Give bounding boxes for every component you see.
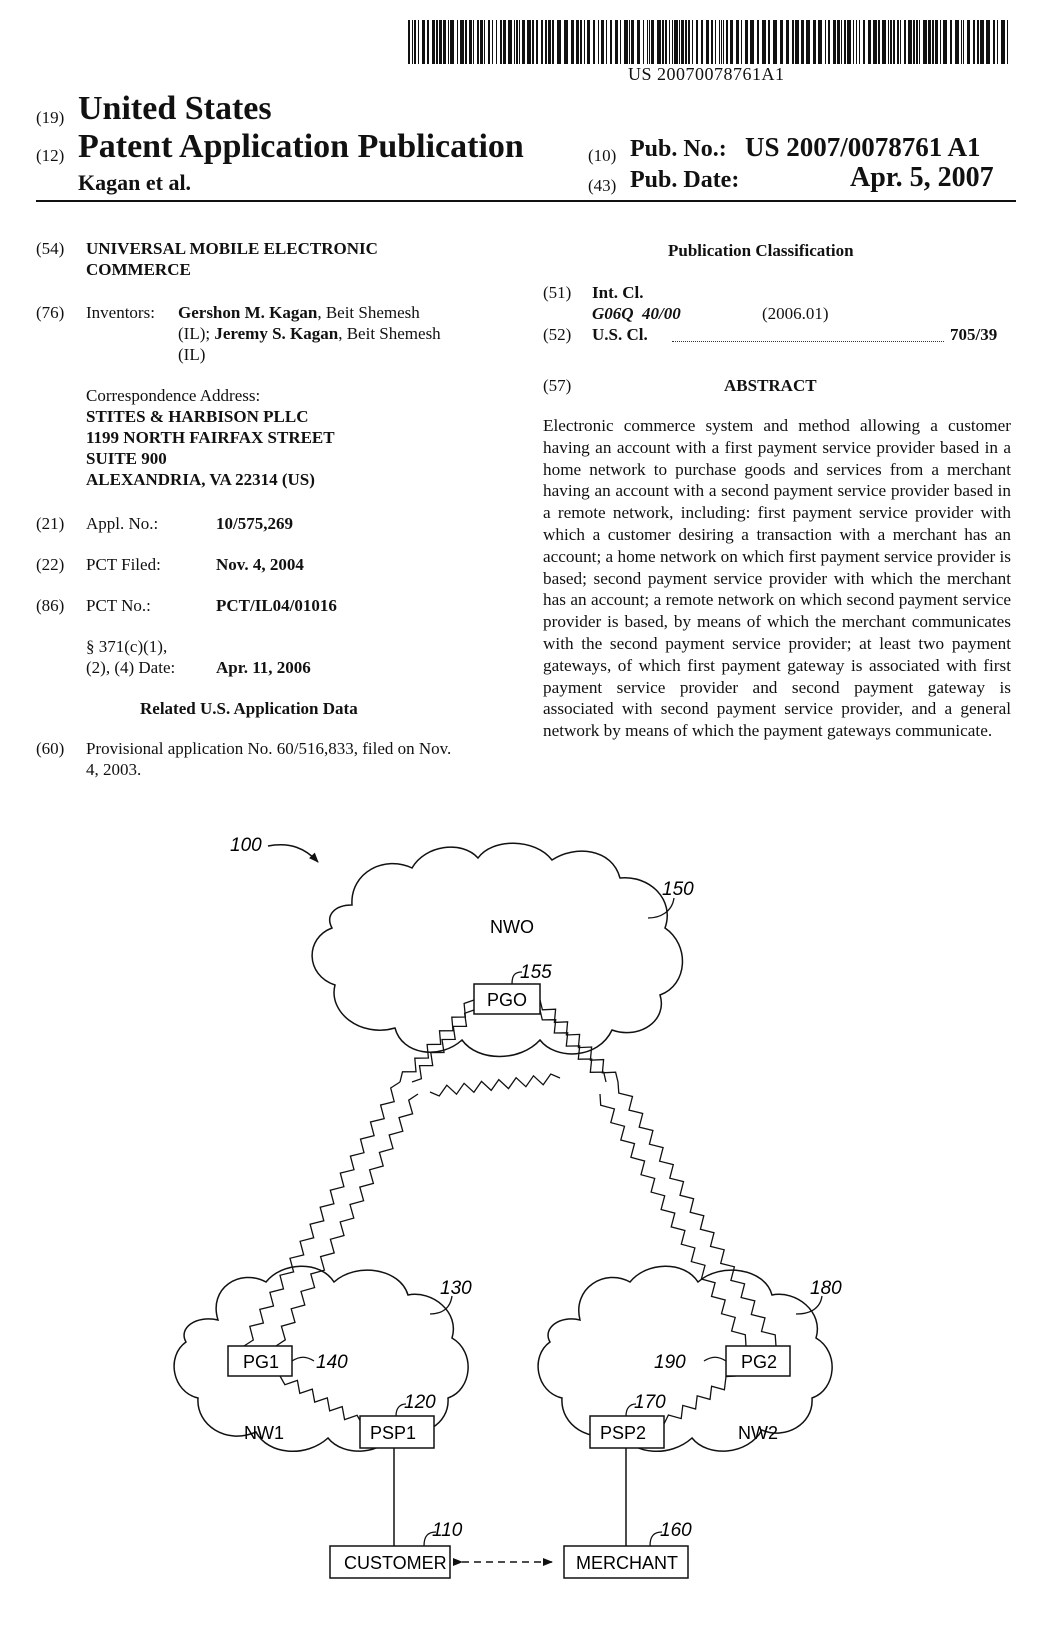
barcode-bar bbox=[484, 20, 485, 64]
barcode-bar bbox=[919, 20, 920, 64]
int-cl-code: G06Q 40/00 bbox=[592, 304, 681, 323]
barcode-bar bbox=[443, 20, 446, 64]
pg0-pg1-link-outer bbox=[244, 1082, 400, 1346]
barcode-bar bbox=[833, 20, 836, 64]
ref-160: 160 bbox=[660, 1520, 692, 1541]
barcode-bar bbox=[1001, 20, 1005, 64]
barcode-bar bbox=[492, 20, 493, 64]
barcode-bar bbox=[647, 20, 648, 64]
barcode-bar bbox=[580, 20, 582, 64]
barcode-bar bbox=[825, 20, 826, 64]
barcode-bar bbox=[601, 20, 604, 64]
code-52: (52) bbox=[543, 325, 572, 344]
barcode-bar bbox=[412, 20, 413, 64]
barcode-bar bbox=[750, 20, 754, 64]
barcode-bar bbox=[503, 20, 506, 64]
barcode-bar bbox=[519, 20, 520, 64]
country-title: United States bbox=[78, 90, 272, 127]
pct-filed-label: PCT Filed: bbox=[86, 555, 161, 574]
barcode-bar bbox=[460, 20, 464, 64]
barcode-bar bbox=[986, 20, 990, 64]
inventor-2-location: , Beit Shemesh bbox=[338, 324, 441, 343]
barcode-bar bbox=[913, 20, 915, 64]
psp1-label: PSP1 bbox=[370, 1423, 417, 1443]
barcode-bar bbox=[692, 20, 693, 64]
barcode-bar bbox=[469, 20, 472, 64]
barcode-bar bbox=[890, 20, 892, 64]
pg2-label: PG2 bbox=[741, 1352, 778, 1372]
barcode-bar bbox=[418, 20, 419, 64]
ref-180: 180 bbox=[810, 1278, 842, 1299]
barcode-bar bbox=[496, 20, 497, 64]
header-rule bbox=[36, 200, 1016, 202]
barcode-bar bbox=[780, 20, 783, 64]
nw0-arch-link bbox=[430, 1074, 560, 1096]
ref-170: 170 bbox=[634, 1392, 666, 1413]
barcode-bar bbox=[923, 20, 927, 64]
barcode-bar bbox=[935, 20, 938, 64]
inventor-1 bbox=[178, 302, 420, 323]
nw1-label: NW1 bbox=[244, 1423, 284, 1443]
nw0-label: NWO bbox=[490, 917, 534, 937]
barcode-bar bbox=[665, 20, 667, 64]
title-line-1: UNIVERSAL MOBILE ELECTRONIC bbox=[86, 239, 378, 258]
int-cl-label: Int. Cl. bbox=[592, 283, 644, 302]
code-60: (60) bbox=[36, 739, 65, 758]
barcode-bar bbox=[844, 20, 846, 64]
publication-type-title: Patent Application Publication bbox=[78, 128, 524, 165]
barcode-bar bbox=[674, 20, 678, 64]
barcode-bar bbox=[897, 20, 899, 64]
barcode-bar bbox=[557, 20, 561, 64]
barcode-bar bbox=[997, 20, 998, 64]
barcode-bar bbox=[669, 20, 670, 64]
nw0-cloud bbox=[312, 843, 682, 1056]
code-86: (86) bbox=[36, 596, 65, 615]
barcode-bar bbox=[900, 20, 901, 64]
barcode-bar bbox=[593, 20, 595, 64]
ref-140-leader bbox=[292, 1357, 314, 1361]
ref-140: 140 bbox=[316, 1352, 348, 1373]
correspondence-line-1: STITES & HARBISON PLLC bbox=[86, 407, 309, 426]
barcode-bar bbox=[536, 20, 538, 64]
barcode-bar bbox=[576, 20, 579, 64]
pg0-pg1-link-inner bbox=[276, 1094, 418, 1346]
abstract-text: Electronic commerce system and method allowing a customer having an account with a first payment service provider based in a home network to purchase goods and services from a merchant having an account with a second payment service provider based in a remote network, including: first payment service provider with which a customer desiring a transaction with a merchant has an account; a home network on which first payment service provider is based; second payment service provider with which the merchant has an account; a remote network on which second payment service provider is based, by means of which the merchant communicates with the second payment service provider; at least two payment gateways, of which first payment gateway is associated with first payment service provider and second payment gateway is associated with second payment service provider, and a general network by means of which the payment gateways communicate. bbox=[543, 416, 1011, 741]
barcode-bar bbox=[916, 20, 918, 64]
barcode-bar bbox=[878, 20, 880, 64]
barcode-bar bbox=[818, 20, 822, 64]
code-51: (51) bbox=[543, 283, 572, 302]
code-21: (21) bbox=[36, 514, 65, 533]
provisional-line-2: 4, 2003. bbox=[86, 760, 142, 779]
code-19: (19) bbox=[36, 108, 65, 127]
barcode-bar bbox=[859, 20, 860, 64]
barcode-bar bbox=[943, 20, 947, 64]
barcode-bar bbox=[541, 20, 543, 64]
barcode-bar bbox=[448, 20, 449, 64]
barcode-bar bbox=[514, 20, 515, 64]
barcode-bar bbox=[893, 20, 895, 64]
us-cl-label: U.S. Cl. bbox=[592, 325, 648, 344]
s371-line-1: § 371(c)(1), bbox=[86, 637, 168, 656]
us-cl-leader bbox=[672, 341, 944, 342]
ref-100: 100 bbox=[230, 835, 262, 856]
barcode-bar bbox=[980, 20, 984, 64]
barcode-bar bbox=[888, 20, 889, 64]
barcode-image bbox=[408, 20, 1008, 64]
ref-150: 150 bbox=[662, 879, 694, 900]
inventor-1-country: (IL); bbox=[178, 324, 211, 343]
pg0-right-link-outer bbox=[540, 1000, 618, 1082]
pct-filed: Nov. 4, 2004 bbox=[216, 555, 304, 574]
barcode-bar bbox=[545, 20, 547, 64]
s371-line-2: (2), (4) Date: bbox=[86, 658, 176, 677]
barcode-bar bbox=[629, 20, 630, 64]
pub-date-label: Pub. Date: bbox=[630, 167, 740, 193]
barcode-bar bbox=[414, 20, 416, 64]
correspondence-line-3: SUITE 900 bbox=[86, 449, 167, 468]
barcode-bar bbox=[719, 20, 720, 64]
inventor-1-name: Gershon M. Kagan bbox=[178, 303, 318, 322]
network-diagram bbox=[0, 820, 1040, 1632]
barcode-bar bbox=[688, 20, 690, 64]
barcode-bar bbox=[721, 20, 722, 64]
ref-110: 110 bbox=[432, 1520, 463, 1541]
barcode-bar bbox=[745, 20, 748, 64]
barcode-bar bbox=[868, 20, 871, 64]
barcode-bar bbox=[584, 20, 585, 64]
barcode-bar bbox=[730, 20, 733, 64]
barcode-bar bbox=[967, 20, 970, 64]
barcode-bar bbox=[631, 20, 634, 64]
authors: Kagan et al. bbox=[78, 170, 192, 195]
barcode-bar bbox=[863, 20, 865, 64]
code-10: (10) bbox=[588, 146, 617, 165]
barcode-bar bbox=[813, 20, 816, 64]
barcode-bar bbox=[587, 20, 590, 64]
barcode-bar bbox=[873, 20, 877, 64]
pg0-label: PGO bbox=[487, 990, 528, 1010]
correspondence-line-4: ALEXANDRIA, VA 22314 (US) bbox=[86, 470, 315, 489]
barcode-bar bbox=[422, 20, 425, 64]
code-12: (12) bbox=[36, 146, 65, 165]
barcode-number: US 20070078761A1 bbox=[628, 64, 785, 84]
barcode-bar bbox=[853, 20, 854, 64]
barcode-bar bbox=[571, 20, 574, 64]
barcode-bar bbox=[488, 20, 490, 64]
pub-no-label: Pub. No.: bbox=[630, 136, 727, 162]
barcode-bar bbox=[928, 20, 931, 64]
pg0-left-link-inner bbox=[412, 1010, 474, 1082]
us-cl-value: 705/39 bbox=[950, 325, 998, 344]
nw2-label: NW2 bbox=[738, 1423, 778, 1443]
barcode-bar bbox=[473, 20, 474, 64]
ref-155: 155 bbox=[520, 962, 552, 983]
inventor-1-location: , Beit Shemesh bbox=[317, 303, 420, 322]
pg1-psp1-link bbox=[280, 1376, 362, 1424]
barcode-bar bbox=[963, 20, 964, 64]
barcode-bar bbox=[681, 20, 684, 64]
barcode-bar bbox=[908, 20, 912, 64]
ref-190-leader bbox=[704, 1357, 726, 1361]
inventor-2-country: (IL) bbox=[178, 345, 206, 364]
barcode-bar bbox=[439, 20, 442, 64]
barcode-bar bbox=[757, 20, 759, 64]
ref-120: 120 bbox=[404, 1392, 436, 1413]
barcode-bar bbox=[610, 20, 612, 64]
code-76: (76) bbox=[36, 303, 65, 322]
abstract-heading: ABSTRACT bbox=[724, 376, 817, 395]
barcode-bar bbox=[457, 20, 458, 64]
barcode-bar bbox=[961, 20, 962, 64]
barcode-bar bbox=[786, 20, 789, 64]
correspondence-line-2: 1199 NORTH FAIRFAX STREET bbox=[86, 428, 335, 447]
barcode-bar bbox=[950, 20, 952, 64]
barcode-bar bbox=[955, 20, 959, 64]
barcode-bar bbox=[841, 20, 842, 64]
barcode-bar bbox=[527, 20, 531, 64]
barcode-bar bbox=[993, 20, 995, 64]
appl-no-label: Appl. No.: bbox=[86, 514, 159, 533]
barcode-bar bbox=[701, 20, 703, 64]
barcode-bar bbox=[598, 20, 599, 64]
ref-100-arrow bbox=[268, 845, 318, 862]
barcode-bar bbox=[552, 20, 554, 64]
barcode-bar bbox=[973, 20, 975, 64]
classification-heading: Publication Classification bbox=[668, 241, 854, 260]
barcode-bar bbox=[773, 20, 777, 64]
barcode-bar bbox=[696, 20, 698, 64]
barcode-bar bbox=[522, 20, 525, 64]
barcode-bar bbox=[500, 20, 502, 64]
barcode-bar bbox=[711, 20, 713, 64]
provisional-line-1: Provisional application No. 60/516,833, filed on Nov. bbox=[86, 739, 452, 758]
barcode-bar bbox=[637, 20, 640, 64]
barcode-bar bbox=[882, 20, 886, 64]
barcode-bar bbox=[736, 20, 739, 64]
pg2-psp2-link bbox=[664, 1376, 736, 1424]
barcode-bar bbox=[837, 20, 840, 64]
psp2-label: PSP2 bbox=[600, 1423, 647, 1443]
barcode-bar bbox=[643, 20, 644, 64]
barcode-bar bbox=[685, 20, 687, 64]
barcode-bar bbox=[620, 20, 621, 64]
barcode-bar bbox=[450, 20, 454, 64]
customer-label: CUSTOMER bbox=[344, 1553, 447, 1573]
barcode-bar bbox=[548, 20, 551, 64]
inventor-2-name: Jeremy S. Kagan bbox=[214, 324, 339, 343]
barcode-bar bbox=[606, 20, 607, 64]
barcode-bar bbox=[1007, 20, 1008, 64]
barcode-bar bbox=[940, 20, 941, 64]
pg0-pg2-link-outer bbox=[618, 1082, 776, 1346]
barcode-bar bbox=[477, 20, 479, 64]
barcode-bar bbox=[762, 20, 766, 64]
barcode-bar bbox=[465, 20, 467, 64]
pct-no-label: PCT No.: bbox=[86, 596, 151, 615]
barcode-bar bbox=[806, 20, 810, 64]
barcode-bar bbox=[792, 20, 794, 64]
barcode-bar bbox=[932, 20, 934, 64]
pg1-label: PG1 bbox=[243, 1352, 280, 1372]
barcode-bar bbox=[657, 20, 661, 64]
barcode-bar bbox=[672, 20, 673, 64]
barcode-bar bbox=[480, 20, 483, 64]
barcode-bar bbox=[436, 20, 438, 64]
merchant-label: MERCHANT bbox=[576, 1553, 678, 1573]
barcode-bar bbox=[904, 20, 906, 64]
barcode-bar bbox=[706, 20, 709, 64]
barcode-bar bbox=[679, 20, 680, 64]
inventor-2 bbox=[178, 323, 441, 344]
barcode-bar bbox=[801, 20, 804, 64]
code-43: (43) bbox=[588, 176, 617, 195]
barcode-bar bbox=[532, 20, 534, 64]
ref-190: 190 bbox=[654, 1352, 686, 1373]
barcode-bar bbox=[651, 20, 654, 64]
barcode-bar bbox=[516, 20, 518, 64]
pub-date: Apr. 5, 2007 bbox=[850, 162, 994, 193]
int-cl-year: (2006.01) bbox=[762, 304, 829, 323]
related-data-heading: Related U.S. Application Data bbox=[140, 699, 358, 718]
correspondence-label: Correspondence Address: bbox=[86, 386, 261, 405]
barcode-bar bbox=[427, 20, 429, 64]
ref-130: 130 bbox=[440, 1278, 472, 1299]
barcode-bar bbox=[726, 20, 728, 64]
barcode-bar bbox=[856, 20, 857, 64]
appl-no: 10/575,269 bbox=[216, 514, 293, 533]
barcode-bar bbox=[795, 20, 799, 64]
barcode-bar bbox=[847, 20, 851, 64]
barcode-bar bbox=[649, 20, 650, 64]
barcode-bar bbox=[564, 20, 568, 64]
barcode-bar bbox=[977, 20, 979, 64]
barcode-bar bbox=[624, 20, 628, 64]
s371-date: Apr. 11, 2006 bbox=[216, 658, 311, 677]
barcode-bar bbox=[715, 20, 716, 64]
inventors-label: Inventors: bbox=[86, 303, 155, 322]
barcode-bar bbox=[828, 20, 830, 64]
barcode-bar bbox=[508, 20, 512, 64]
barcode-bar bbox=[615, 20, 618, 64]
title-line-2: COMMERCE bbox=[86, 260, 191, 279]
barcode-bar bbox=[432, 20, 435, 64]
code-57: (57) bbox=[543, 376, 572, 395]
pct-no: PCT/IL04/01016 bbox=[216, 596, 337, 615]
pg0-pg2-link-inner bbox=[600, 1094, 746, 1346]
pg0-right-link-inner bbox=[540, 1010, 606, 1082]
barcode-bar bbox=[741, 20, 742, 64]
code-54: (54) bbox=[36, 239, 65, 258]
barcode-bar bbox=[723, 20, 724, 64]
ref-150-leader bbox=[648, 898, 674, 918]
barcode-bar bbox=[408, 20, 410, 64]
barcode-bar bbox=[662, 20, 664, 64]
code-22: (22) bbox=[36, 555, 65, 574]
barcode-bar bbox=[768, 20, 770, 64]
pub-no: US 2007/0078761 A1 bbox=[745, 132, 981, 162]
